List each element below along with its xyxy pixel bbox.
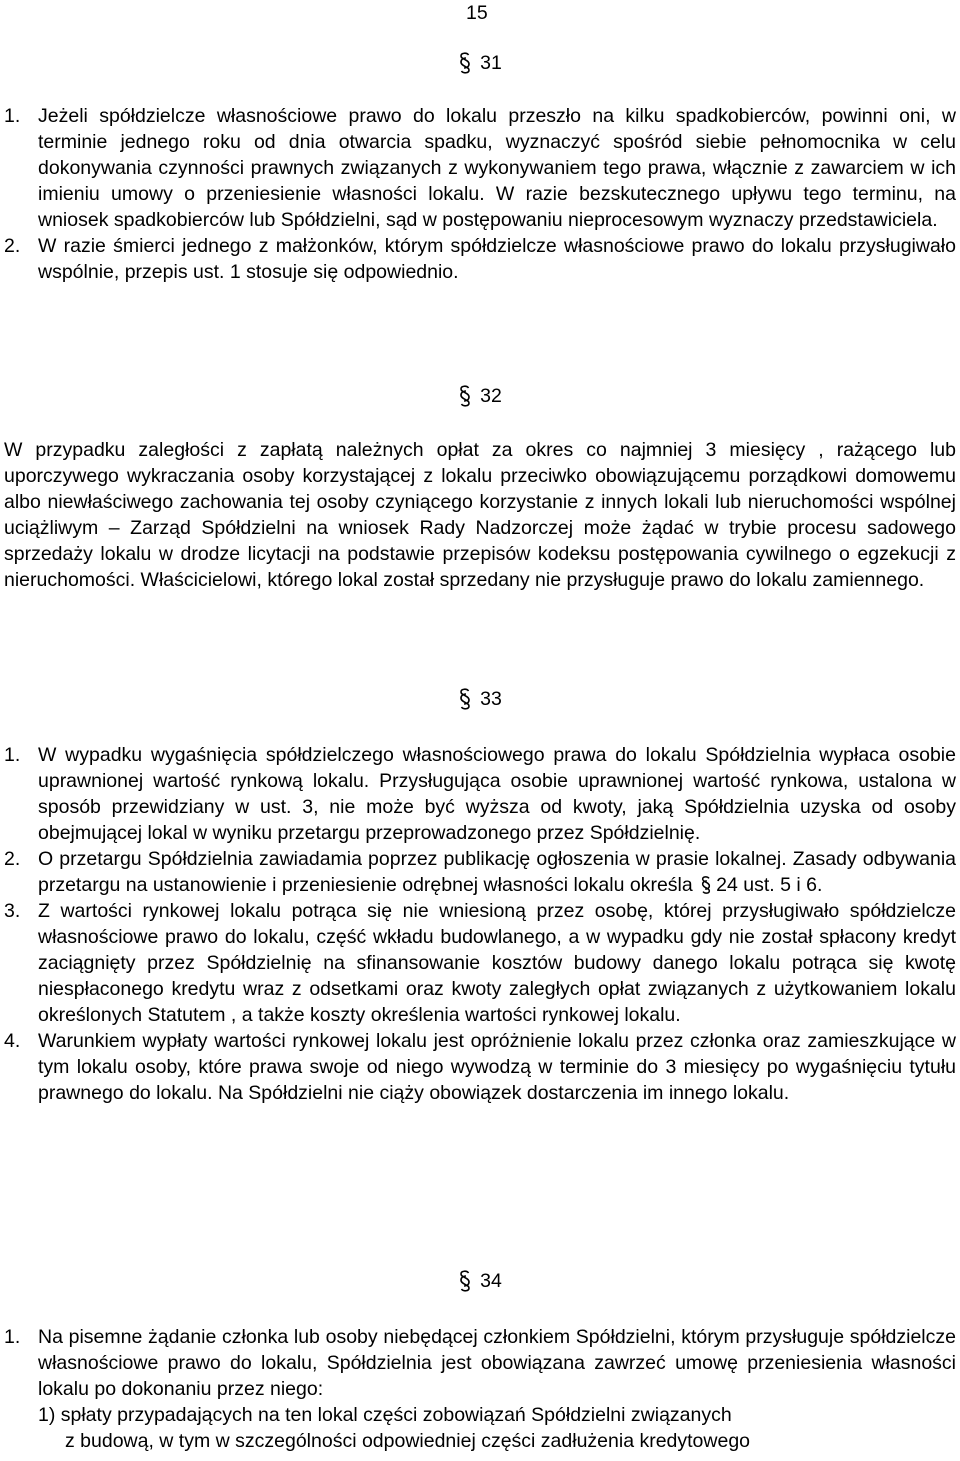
item-number: 2. [4, 235, 21, 257]
item-text: Warunkiem wypłaty wartości rynkowej lokalu jest opróżnienie lokalu przez członka oraz zamieszkujące w tym lokalu osoby, które prawa swoje od niego wywodzą w terminie do 3 miesięcy po wygaśnięciu tytułu prawnego do lokalu. Na Spółdzielni nie ciąży obowiązek dostarczenia im innego lokalu. [38, 1030, 956, 1104]
section-heading-31 [0, 50, 960, 76]
section-34-body [4, 1324, 956, 1454]
item-number: 1. [4, 105, 21, 127]
section-number: 32 [480, 385, 502, 407]
list-item [4, 846, 956, 898]
section-number: 34 [480, 1270, 502, 1292]
section-number: 31 [480, 52, 502, 74]
item-number: 1. [4, 1326, 21, 1348]
item-text-after: 24 ust. 5 i 6. [716, 874, 823, 896]
item-text: Z wartości rynkowej lokalu potrąca się nie wniesioną przez osobę, której przysługiwało spółdzielcze własnościowe prawo do lokalu, część wkładu budowlanego, a w wypadku gdy nie został spłacony kredyt zaciągnięty przez Spółdzielnię na sfinansowanie kosztów budowy danego lokalu potrąca się kwotę niespłaconego kredytu wraz z odsetkami oraz kwoty zaległych opłat związanych z użytkowaniem lokalu określonych Statutem , a także koszty określenia wartości rynkowej lokalu. [38, 900, 956, 1026]
list-item [4, 742, 956, 846]
item-text: Na pisemne żądanie członka lub osoby niebędącej członkiem Spółdzielni, którym przysługuje spółdzielcze własnościowe prawo do lokalu, Spółdzielnia jest obowiązana zawrzeć umowę przeniesienia własności lokalu po dokonaniu przez niego: [38, 1326, 956, 1400]
section-heading-33 [0, 686, 960, 712]
item-text [38, 846, 956, 898]
item-text: W razie śmierci jednego z małżonków, którym spółdzielcze własnościowe prawo do lokalu przysługiwało wspólnie, przepis ust. 1 stosuje się odpowiednio. [38, 235, 956, 283]
item-text: W wypadku wygaśnięcia spółdzielczego własnościowego prawa do lokalu Spółdzielnia wypłaca osobie uprawnionej wartość rynkową lokalu. Przysługująca osobie uprawnionej wartość rynkowa, ustalona w sposób przewidziany w ust. 3, nie może być wyższa od kwoty, jaką Spółdzielnia uzyska od osoby obejmującej lokal w wyniku przetargu przeprowadzonego przez Spółdzielnię. [38, 744, 956, 844]
item-number: 3. [4, 900, 21, 922]
page-number: 15 [466, 2, 488, 24]
list-item [4, 103, 956, 233]
section-sign-icon [458, 51, 472, 75]
item-number: 1. [4, 744, 21, 766]
item-text: Jeżeli spółdzielcze własnościowe prawo do lokalu przeszło na kilku spadkobierców, powinni oni, w terminie jednego roku od dnia otwarcia spadku, wyznaczyć spośród siebie pełnomocnika w celu dokonywania czynności prawnych związanych z wykonywaniem tego prawa, włącznie z zawarciem w ich imieniu umowy o przeniesienie własności lokalu. W razie bezskutecznego upływu tego terminu, na wniosek spadkobierców lub Spółdzielni, sąd w postępowaniu nieprocesowym wyznaczy przedstawiciela. [38, 105, 956, 231]
section-33-body [4, 742, 956, 1106]
item-text-before: O przetargu Spółdzielnia zawiadamia poprzez publikację ogłoszenia w prasie lokalnej. Zasady odbywania przetargu na ustanowienie i przeniesienie odrębnej własności lokalu określa [38, 848, 956, 896]
list-item [4, 233, 956, 285]
section-sign-icon [700, 875, 712, 895]
subitem-line: z budową, w tym w szczególności odpowiedniej części zadłużenia kredytowego [65, 1430, 751, 1452]
subitem-line: 1) spłaty przypadających na ten lokal części zobowiązań Spółdzielni związanych [38, 1404, 732, 1426]
section-number: 33 [480, 688, 502, 710]
section-32-body [4, 437, 956, 593]
section-sign-icon [458, 1269, 472, 1293]
list-item [4, 1028, 956, 1106]
section-sign-icon [458, 384, 472, 408]
section-31-body [4, 103, 956, 285]
section-heading-32 [0, 383, 960, 409]
item-number: 2. [4, 848, 21, 870]
section-sign-icon [458, 687, 472, 711]
paragraph: W przypadku zaległości z zapłatą należnych opłat za okres co najmniej 3 miesięcy , rażącego lub uporczywego wykraczania osoby korzystającej z lokalu przeciwko obowiązującemu porządkowi domowemu albo niewłaściwego zachowania tej osoby czyniącego korzystanie z innych lokali lub nieruchomości wspólnej uciążliwym – Zarząd Spółdzielni na wniosek Rady Nadzorczej może żądać w trybie procesu sadowego sprzedaży lokalu w drodze licytacji na podstawie przepisów kodeksu postępowania cywilnego o egzekucji z nieruchomości. Właścicielowi, którego lokal został sprzedany nie przysługuje prawo do lokalu zamiennego. [4, 439, 956, 591]
section-heading-34 [0, 1268, 960, 1294]
list-item [4, 898, 956, 1028]
item-number: 4. [4, 1030, 21, 1052]
list-item [4, 1324, 956, 1402]
